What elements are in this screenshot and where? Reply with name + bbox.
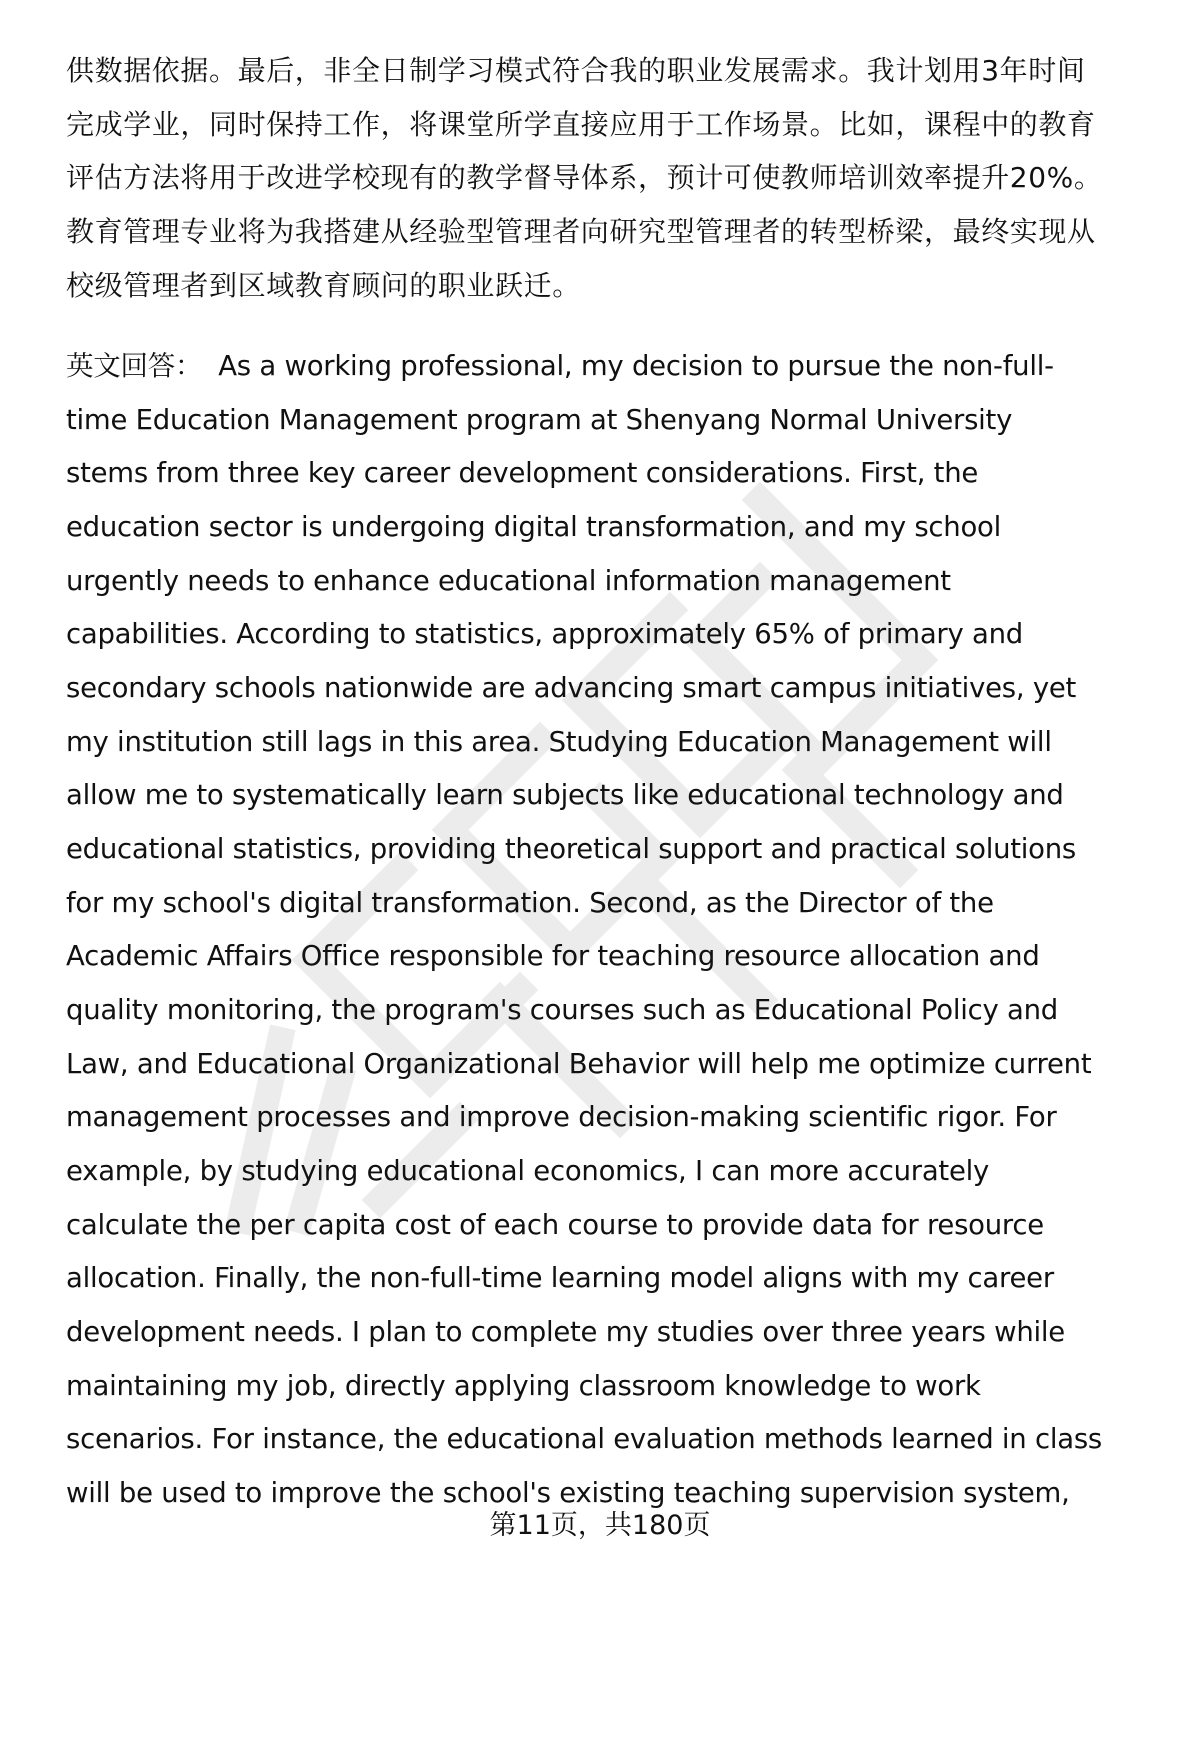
- text-line: stems from three key career development considerations. First, the: [66, 457, 979, 489]
- text-line-first: [66, 348, 1054, 384]
- text-line: development needs. I plan to complete my studies over three years while: [66, 1316, 1065, 1348]
- text-line: for my school's digital transformation. Second, as the Director of the: [66, 887, 994, 919]
- text-line: will be used to improve the school's existing teaching supervision system,: [66, 1477, 1070, 1509]
- text-line: maintaining my job, directly applying classroom knowledge to work: [66, 1370, 981, 1402]
- text-line: calculate the per capita cost of each course to provide data for resource: [66, 1209, 1044, 1241]
- text-line: educational statistics, providing theoretical support and practical solutions: [66, 833, 1077, 865]
- text-line: management processes and improve decision-making scientific rigor. For: [66, 1101, 1057, 1133]
- text-line: allow me to systematically learn subjects like educational technology and: [66, 779, 1064, 811]
- text-line: urgently needs to enhance educational information management: [66, 565, 951, 597]
- text-line: education sector is undergoing digital transformation, and my school: [66, 511, 1002, 543]
- text-line: 校级管理者到区域教育顾问的职业跃迁。: [66, 269, 581, 302]
- text-line: 供数据依据。最后，非全日制学习模式符合我的职业发展需求。我计划用3年时间: [66, 54, 1086, 87]
- text-line: allocation. Finally, the non-full-time learning model aligns with my career: [66, 1262, 1054, 1294]
- text-line: quality monitoring, the program's courses such as Educational Policy and: [66, 994, 1058, 1026]
- page-indicator: 第11页，共180页: [489, 1510, 711, 1541]
- text-line: my institution still lags in this area. Studying Education Management will: [66, 726, 1052, 758]
- text-line: example, by studying educational economics, I can more accurately: [66, 1155, 990, 1187]
- text-line: 评估方法将用于改进学校现有的教学督导体系，预计可使教师培训效率提升20%。: [66, 161, 1103, 194]
- text-line: Academic Affairs Office responsible for teaching resource allocation and: [66, 940, 1040, 972]
- text-line: Law, and Educational Organizational Behavior will help me optimize current: [66, 1048, 1092, 1080]
- text-line: capabilities. According to statistics, approximately 65% of primary and: [66, 618, 1023, 650]
- text-line-content: As a working professional, my decision to pursue the non-full-: [218, 350, 1054, 382]
- text-line: 教育管理专业将为我搭建从经验型管理者向研究型管理者的转型桥梁，最终实现从: [66, 215, 1096, 248]
- text-line: 完成学业，同时保持工作，将课堂所学直接应用于工作场景。比如，课程中的教育: [66, 108, 1096, 141]
- text-line: time Education Management program at Shenyang Normal University: [66, 404, 1013, 436]
- text-line: secondary schools nationwide are advancing smart campus initiatives, yet: [66, 672, 1077, 704]
- text-line: scenarios. For instance, the educational evaluation methods learned in class: [66, 1423, 1102, 1455]
- english-answer-label: 英文回答：: [66, 350, 203, 382]
